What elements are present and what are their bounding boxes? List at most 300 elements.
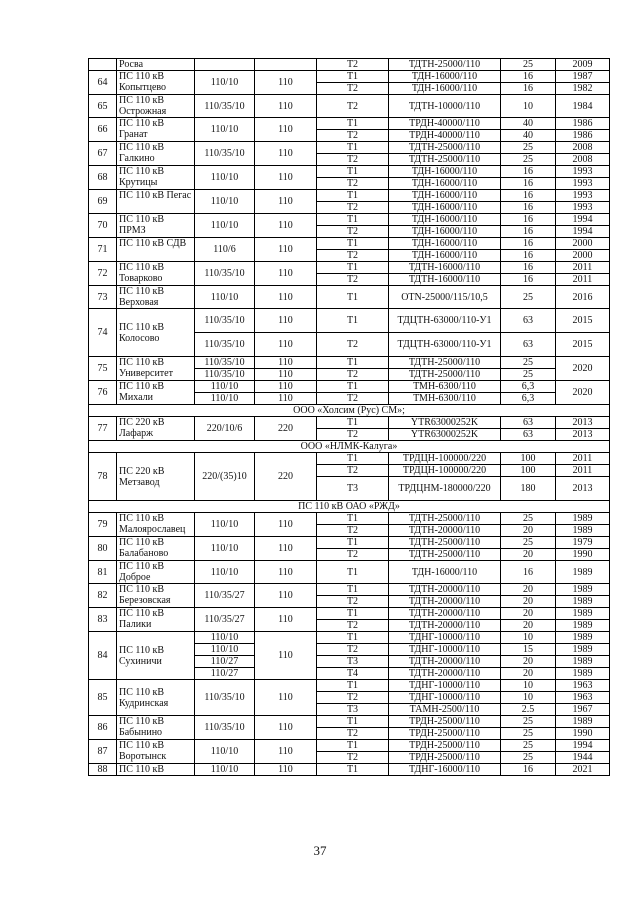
transformer-id: Т2	[317, 95, 389, 118]
voltage-ratio: 110/10	[195, 214, 255, 238]
substation-name: ПС 110 кВ Березовская	[117, 584, 195, 608]
power-mva: 25	[501, 286, 556, 309]
year: 1979	[556, 537, 610, 549]
transformer-type: ТМН-6300/110	[389, 393, 501, 405]
voltage-hv: 220	[255, 453, 317, 501]
transformer-id: Т2	[317, 692, 389, 704]
row-number: 84	[89, 632, 117, 680]
substation-name: ПС 110 кВ Сухиничи	[117, 632, 195, 680]
transformer-type: ТДТН-25000/110	[389, 549, 501, 561]
transformer-id: Т1	[317, 166, 389, 178]
voltage-hv: 110	[255, 608, 317, 632]
transformer-type: ТДТН-25000/110	[389, 142, 501, 154]
voltage-hv: 110	[255, 680, 317, 716]
power-mva: 20	[501, 584, 556, 596]
year: 2020	[556, 381, 610, 405]
power-mva: 16	[501, 83, 556, 95]
power-mva: 63	[501, 417, 556, 429]
year: 2011	[556, 262, 610, 274]
transformer-id: Т2	[317, 274, 389, 286]
substation-name: ПС 110 кВ Верховая	[117, 286, 195, 309]
transformer-id: Т1	[317, 190, 389, 202]
power-mva: 25	[501, 752, 556, 764]
transformer-id: Т2	[317, 393, 389, 405]
substation-name: ПС 220 кВ Метзавод	[117, 453, 195, 501]
voltage-ratio: 110/6	[195, 238, 255, 262]
transformer-type: ТДН-16000/110	[389, 71, 501, 83]
voltage-ratio: 220/(35)10	[195, 453, 255, 501]
voltage-ratio: 110/35/10	[195, 333, 255, 357]
year: 2008	[556, 142, 610, 154]
section-header: ООО «Холсим (Рус) СМ»;	[89, 405, 610, 417]
transformer-id: Т1	[317, 680, 389, 692]
power-mva: 25	[501, 357, 556, 369]
transformer-type: YTR63000252K	[389, 429, 501, 441]
voltage-ratio: 110/35/10	[195, 95, 255, 118]
section-header: ПС 110 кВ ОАО «РЖД»	[89, 501, 610, 513]
transformer-type: ТДН-16000/110	[389, 214, 501, 226]
power-mva: 25	[501, 740, 556, 752]
row-number: 81	[89, 561, 117, 584]
row-number: 68	[89, 166, 117, 190]
year: 2020	[556, 357, 610, 381]
transformer-type: ТРДН-25000/110	[389, 752, 501, 764]
transformer-table	[88, 58, 610, 776]
row-number: 80	[89, 537, 117, 561]
transformer-id: Т3	[317, 656, 389, 668]
year: 1989	[556, 644, 610, 656]
transformer-type: ТДНГ-10000/110	[389, 644, 501, 656]
transformer-type: ТДН-16000/110	[389, 202, 501, 214]
voltage-ratio: 110/10	[195, 393, 255, 405]
transformer-type: ТДТН-16000/110	[389, 274, 501, 286]
transformer-id: Т1	[317, 584, 389, 596]
transformer-type: YTR63000252K	[389, 417, 501, 429]
transformer-id: Т1	[317, 417, 389, 429]
power-mva: 20	[501, 596, 556, 608]
section-header: ООО «НЛМК-Калуга»	[89, 441, 610, 453]
year: 1989	[556, 632, 610, 644]
year: 2000	[556, 238, 610, 250]
year: 1986	[556, 130, 610, 142]
transformer-id: Т2	[317, 154, 389, 166]
row-number: 78	[89, 453, 117, 501]
substation-name: ПС 110 кВ Острожная	[117, 95, 195, 118]
year: 1989	[556, 596, 610, 608]
substation-name: ПС 110 кВ Крутицы	[117, 166, 195, 190]
year: 2008	[556, 154, 610, 166]
transformer-id: Т2	[317, 465, 389, 477]
transformer-id: Т1	[317, 357, 389, 369]
year: 1989	[556, 656, 610, 668]
voltage-hv: 110	[255, 286, 317, 309]
year: 1994	[556, 214, 610, 226]
voltage-ratio: 110/35/10	[195, 142, 255, 166]
voltage-hv: 110	[255, 166, 317, 190]
row-number: 74	[89, 309, 117, 357]
transformer-type: ТДН-16000/110	[389, 250, 501, 262]
transformer-id: Т2	[317, 728, 389, 740]
voltage-hv: 110	[255, 357, 317, 369]
transformer-id: Т1	[317, 561, 389, 584]
year: 1984	[556, 95, 610, 118]
power-mva: 63	[501, 309, 556, 333]
row-number: 65	[89, 95, 117, 118]
substation-name: ПС 220 кВ Лафарж	[117, 417, 195, 441]
transformer-id: Т1	[317, 142, 389, 154]
voltage-ratio: 110/35/10	[195, 309, 255, 333]
power-mva: 16	[501, 178, 556, 190]
substation-name: ПС 110 кВ СДВ	[117, 238, 195, 262]
power-mva: 40	[501, 130, 556, 142]
power-mva: 20	[501, 668, 556, 680]
power-mva: 16	[501, 764, 556, 776]
transformer-type: ТМН-6300/110	[389, 381, 501, 393]
transformer-type: ТДТН-25000/110	[389, 513, 501, 525]
year: 1986	[556, 118, 610, 130]
substation-name: ПС 110 кВ Товарково	[117, 262, 195, 286]
power-mva: 25	[501, 142, 556, 154]
substation-name: ПС 110 кВ Доброе	[117, 561, 195, 584]
transformer-type: ТДН-16000/110	[389, 190, 501, 202]
transformer-id: Т3	[317, 477, 389, 501]
transformer-type: ТРДН-25000/110	[389, 716, 501, 728]
equipment-table-page	[88, 58, 609, 776]
voltage-ratio: 110/35/10	[195, 680, 255, 716]
voltage-hv: 220	[255, 417, 317, 441]
voltage-hv: 110	[255, 537, 317, 561]
year: 2009	[556, 59, 610, 71]
power-mva: 10	[501, 680, 556, 692]
year: 1989	[556, 584, 610, 596]
power-mva: 16	[501, 250, 556, 262]
transformer-id: Т1	[317, 537, 389, 549]
row-number: 88	[89, 764, 117, 776]
transformer-id: Т1	[317, 262, 389, 274]
power-mva: 100	[501, 453, 556, 465]
voltage-hv	[255, 59, 317, 71]
power-mva: 16	[501, 202, 556, 214]
transformer-id: Т2	[317, 429, 389, 441]
transformer-id: Т2	[317, 752, 389, 764]
voltage-hv: 110	[255, 190, 317, 214]
transformer-id: Т2	[317, 250, 389, 262]
transformer-id: Т1	[317, 238, 389, 250]
voltage-ratio: 110/35/27	[195, 584, 255, 608]
row-number: 87	[89, 740, 117, 764]
year: 1989	[556, 668, 610, 680]
transformer-type: ТДЦТН-63000/110-У1	[389, 309, 501, 333]
year: 2016	[556, 286, 610, 309]
power-mva: 25	[501, 154, 556, 166]
year: 1994	[556, 740, 610, 752]
voltage-hv: 110	[255, 764, 317, 776]
power-mva: 20	[501, 549, 556, 561]
page-number: 37	[313, 843, 327, 858]
power-mva: 16	[501, 71, 556, 83]
transformer-type: ТДТН-25000/110	[389, 357, 501, 369]
year: 1989	[556, 513, 610, 525]
transformer-id: Т1	[317, 118, 389, 130]
transformer-type: ТРДН-25000/110	[389, 740, 501, 752]
row-number: 67	[89, 142, 117, 166]
voltage-hv: 110	[255, 716, 317, 740]
voltage-ratio: 110/10	[195, 561, 255, 584]
year: 1989	[556, 608, 610, 620]
power-mva: 20	[501, 620, 556, 632]
power-mva: 10	[501, 95, 556, 118]
row-number: 73	[89, 286, 117, 309]
year: 1987	[556, 71, 610, 83]
year: 2013	[556, 417, 610, 429]
transformer-id: Т2	[317, 333, 389, 357]
row-number: 71	[89, 238, 117, 262]
transformer-id: Т1	[317, 632, 389, 644]
transformer-type: ТДТН-25000/110	[389, 59, 501, 71]
voltage-ratio: 110/10	[195, 513, 255, 537]
year: 1989	[556, 716, 610, 728]
power-mva: 25	[501, 369, 556, 381]
substation-name: ПС 110 кВ Палики	[117, 608, 195, 632]
transformer-id: Т2	[317, 178, 389, 190]
voltage-ratio: 110/27	[195, 656, 255, 668]
transformer-type: ТАМН-2500/110	[389, 704, 501, 716]
year: 2013	[556, 429, 610, 441]
transformer-id: Т2	[317, 83, 389, 95]
power-mva: 40	[501, 118, 556, 130]
row-number: 76	[89, 381, 117, 405]
substation-name: ПС 110 кВ Колосово	[117, 309, 195, 357]
voltage-ratio: 110/35/27	[195, 608, 255, 632]
transformer-id: Т1	[317, 309, 389, 333]
voltage-hv: 110	[255, 584, 317, 608]
transformer-id: Т1	[317, 286, 389, 309]
year: 1993	[556, 178, 610, 190]
substation-name: ПС 110 кВ ПРМЗ	[117, 214, 195, 238]
transformer-type: ТДТН-20000/110	[389, 525, 501, 537]
power-mva: 180	[501, 477, 556, 501]
row-number: 83	[89, 608, 117, 632]
substation-name: ПС 110 кВ Галкино	[117, 142, 195, 166]
transformer-id: Т2	[317, 226, 389, 238]
power-mva: 10	[501, 632, 556, 644]
power-mva: 16	[501, 262, 556, 274]
transformer-id: Т3	[317, 704, 389, 716]
voltage-hv: 110	[255, 214, 317, 238]
voltage-ratio: 110/35/10	[195, 716, 255, 740]
power-mva: 100	[501, 465, 556, 477]
year: 1989	[556, 620, 610, 632]
year: 2011	[556, 453, 610, 465]
transformer-type: ТРДЦН-100000/220	[389, 453, 501, 465]
transformer-id: Т1	[317, 214, 389, 226]
power-mva: 25	[501, 59, 556, 71]
substation-name: ПС 110 кВ Бабынино	[117, 716, 195, 740]
power-mva: 63	[501, 333, 556, 357]
year: 2015	[556, 309, 610, 333]
year: 1990	[556, 549, 610, 561]
power-mva: 15	[501, 644, 556, 656]
power-mva: 16	[501, 214, 556, 226]
power-mva: 63	[501, 429, 556, 441]
voltage-ratio: 110/35/10	[195, 262, 255, 286]
power-mva: 16	[501, 561, 556, 584]
transformer-id: Т1	[317, 608, 389, 620]
voltage-ratio: 110/10	[195, 381, 255, 393]
power-mva: 20	[501, 608, 556, 620]
transformer-id: Т2	[317, 59, 389, 71]
transformer-type: ТДТН-20000/110	[389, 608, 501, 620]
transformer-type: ТДНГ-10000/110	[389, 692, 501, 704]
power-mva: 16	[501, 274, 556, 286]
voltage-ratio: 110/27	[195, 668, 255, 680]
substation-name: ПС 110 кВ Михали	[117, 381, 195, 405]
year: 2000	[556, 250, 610, 262]
year: 1990	[556, 728, 610, 740]
transformer-id: Т1	[317, 764, 389, 776]
power-mva: 16	[501, 190, 556, 202]
voltage-hv: 110	[255, 632, 317, 680]
transformer-type: OTN-25000/115/10,5	[389, 286, 501, 309]
transformer-id: Т2	[317, 130, 389, 142]
power-mva: 6,3	[501, 381, 556, 393]
voltage-ratio: 110/10	[195, 764, 255, 776]
row-number: 86	[89, 716, 117, 740]
transformer-type: ТДНГ-16000/110	[389, 764, 501, 776]
voltage-ratio: 220/10/6	[195, 417, 255, 441]
voltage-hv: 110	[255, 393, 317, 405]
power-mva: 25	[501, 728, 556, 740]
transformer-type: ТРДЦНМ-180000/220	[389, 477, 501, 501]
transformer-type: ТДНГ-10000/110	[389, 680, 501, 692]
voltage-ratio: 110/10	[195, 190, 255, 214]
year: 1989	[556, 561, 610, 584]
transformer-type: ТДТН-25000/110	[389, 537, 501, 549]
year: 2013	[556, 477, 610, 501]
voltage-ratio: 110/10	[195, 537, 255, 561]
row-number	[89, 59, 117, 71]
year: 2011	[556, 465, 610, 477]
year: 2015	[556, 333, 610, 357]
row-number: 64	[89, 71, 117, 95]
voltage-ratio	[195, 59, 255, 71]
transformer-type: ТДН-16000/110	[389, 83, 501, 95]
transformer-id: Т1	[317, 513, 389, 525]
transformer-type: ТДН-16000/110	[389, 178, 501, 190]
voltage-hv: 110	[255, 142, 317, 166]
year: 2021	[556, 764, 610, 776]
transformer-type: ТДТН-20000/110	[389, 656, 501, 668]
row-number: 82	[89, 584, 117, 608]
power-mva: 25	[501, 537, 556, 549]
year: 1967	[556, 704, 610, 716]
voltage-ratio: 110/35/10	[195, 369, 255, 381]
transformer-type: ТДТН-10000/110	[389, 95, 501, 118]
transformer-type: ТДТН-20000/110	[389, 620, 501, 632]
year: 1944	[556, 752, 610, 764]
transformer-type: ТРДН-25000/110	[389, 728, 501, 740]
substation-name: ПС 110 кВ Пегас	[117, 190, 195, 214]
voltage-hv: 110	[255, 71, 317, 95]
power-mva: 20	[501, 656, 556, 668]
voltage-ratio: 110/10	[195, 632, 255, 644]
voltage-hv: 110	[255, 369, 317, 381]
year: 1982	[556, 83, 610, 95]
voltage-hv: 110	[255, 740, 317, 764]
transformer-id: Т2	[317, 202, 389, 214]
row-number: 77	[89, 417, 117, 441]
voltage-ratio: 110/10	[195, 166, 255, 190]
voltage-hv: 110	[255, 309, 317, 333]
transformer-type: ТДЦТН-63000/110-У1	[389, 333, 501, 357]
transformer-id: Т1	[317, 740, 389, 752]
voltage-ratio: 110/10	[195, 71, 255, 95]
voltage-hv: 110	[255, 118, 317, 142]
row-number: 75	[89, 357, 117, 381]
voltage-hv: 110	[255, 262, 317, 286]
power-mva: 6,3	[501, 393, 556, 405]
voltage-ratio: 110/10	[195, 118, 255, 142]
power-mva: 10	[501, 692, 556, 704]
row-number: 85	[89, 680, 117, 716]
row-number: 72	[89, 262, 117, 286]
voltage-hv: 110	[255, 513, 317, 537]
transformer-type: ТДТН-25000/110	[389, 154, 501, 166]
voltage-hv: 110	[255, 381, 317, 393]
substation-name: ПС 110 кВ Гранат	[117, 118, 195, 142]
voltage-hv: 110	[255, 95, 317, 118]
transformer-id: Т2	[317, 369, 389, 381]
power-mva: 16	[501, 238, 556, 250]
voltage-ratio: 110/10	[195, 286, 255, 309]
year: 1994	[556, 226, 610, 238]
substation-name: ПС 110 кВ Кудринская	[117, 680, 195, 716]
year: 1963	[556, 680, 610, 692]
substation-name: ПС 110 кВ Копытцево	[117, 71, 195, 95]
voltage-ratio: 110/10	[195, 644, 255, 656]
substation-name: ПС 110 кВ Воротынск	[117, 740, 195, 764]
row-number: 69	[89, 190, 117, 214]
transformer-id: Т2	[317, 549, 389, 561]
year: 1989	[556, 525, 610, 537]
transformer-type: ТДТН-20000/110	[389, 668, 501, 680]
transformer-id: Т1	[317, 453, 389, 465]
transformer-id: Т2	[317, 644, 389, 656]
voltage-ratio: 110/10	[195, 740, 255, 764]
transformer-type: ТДТН-16000/110	[389, 262, 501, 274]
substation-name: ПС 110 кВ Университет	[117, 357, 195, 381]
year: 1963	[556, 692, 610, 704]
transformer-id: Т1	[317, 71, 389, 83]
transformer-id: Т2	[317, 525, 389, 537]
transformer-id: Т2	[317, 620, 389, 632]
transformer-type: ТДНГ-10000/110	[389, 632, 501, 644]
transformer-type: ТДТН-20000/110	[389, 584, 501, 596]
substation-name: ПС 110 кВ Малоярославец	[117, 513, 195, 537]
power-mva: 16	[501, 166, 556, 178]
transformer-type: ТДТН-20000/110	[389, 596, 501, 608]
row-number: 66	[89, 118, 117, 142]
year: 2011	[556, 274, 610, 286]
transformer-type: ТРДН-40000/110	[389, 118, 501, 130]
transformer-id: Т1	[317, 381, 389, 393]
voltage-ratio: 110/35/10	[195, 357, 255, 369]
transformer-type: ТДН-16000/110	[389, 226, 501, 238]
transformer-id: Т2	[317, 596, 389, 608]
transformer-type: ТДН-16000/110	[389, 166, 501, 178]
power-mva: 25	[501, 716, 556, 728]
transformer-id: Т1	[317, 716, 389, 728]
